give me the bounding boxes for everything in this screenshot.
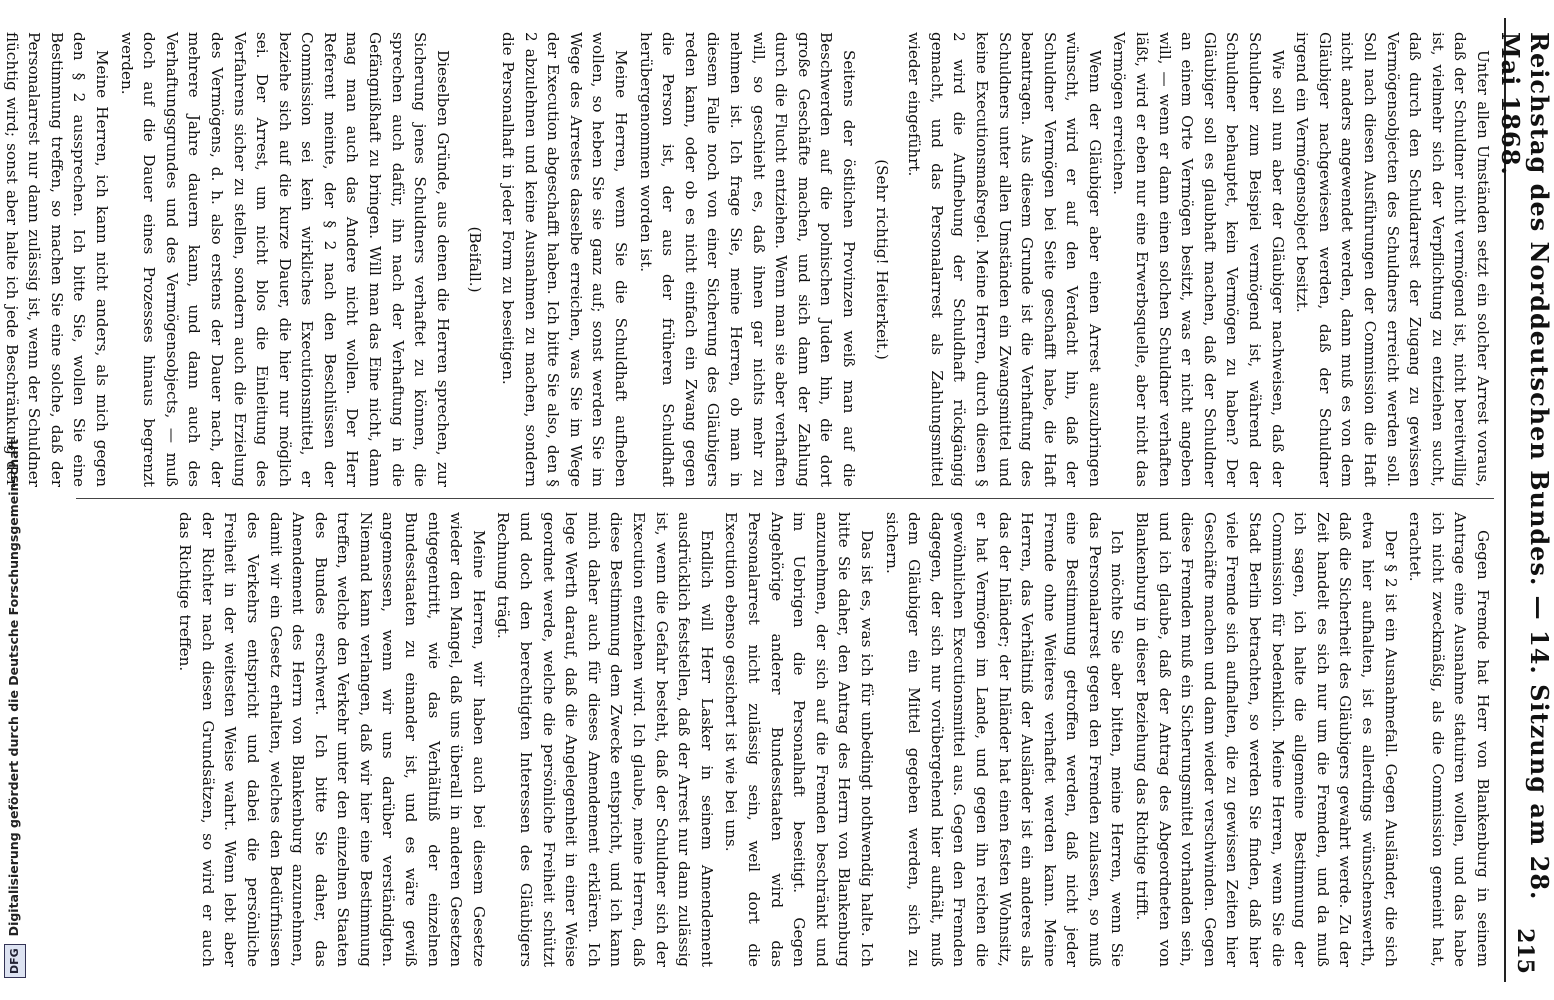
- paragraph: Endlich will Herr Lasker in seinem Amendement ausdrücklich feststellen, daß der Arrest nur dann zulässig ist, wenn die Gefahr besteht, daß der Schuldner sich der Execution entziehen wird. Ich glaube, meine Herren, daß diese Bestimmung dem Zwecke entspricht, und ich kann mich daher auch für dieses Amendement erklären. Ich lege Werth darauf, daß die Angelegenheit in einer Weise geordnet werde, welche die persönliche Freiheit schützt und doch den berechtigten Interessen des Gläubigers Rechnung trägt.: [494, 512, 716, 967]
- interjection: (Beifall.): [466, 226, 485, 293]
- paragraph: Meine Herren, wir haben auch bei diesem Gesetze wieder den Mangel, daß uns überall in anderen Gesetzen entgegentritt, wie das Verhältniß der einzelnen Bundesstaaten zu einander ist, und es wäre gewiß angemessen, wenn wir uns darüber verständigten. Niemand kann verlangen, daß wir hier eine Bestimmung treffen, welche den Verkehr unter den einzelnen Staaten des Bundes erschwert. Ich bitte Sie daher, das Amendement des Herrn von Blankenburg anzunehmen, damit wir ein Gesetz erhalten, welches den Bedürfnissen des Verkehrs entspricht und dabei die persönliche Freiheit in der weitesten Weise wahrt. Wenn lebt aber der Richter nach diesen Grundsätzen, so wird er auch das Richtige treffen.: [176, 512, 488, 967]
- interjection: (Sehr richtig! Heiterkeit.): [872, 159, 891, 360]
- paragraph: Wie soll nun aber der Gläubiger nachweisen, daß der Schuldner zum Beispiel vermögend ist, während der Schuldner behauptet, kein Vermögen zu haben? Der Gläubiger soll es glaubhaft machen, daß der Schuldner an einem Orte Vermögen besitzt, was er nicht angeben will, — wenn er dann einen solchen Schuldner verhaften läßt, wird er eben nur eine Erwerbsquelle, aber nicht das Vermögen erreichen.: [1110, 32, 1287, 487]
- paragraph: Meine Herren, ich kann nicht anders, als mich gegen den § 2 aussprechen. Ich bitte Sie, wollen Sie eine Bestimmung treffen, so machen Sie eine solche, daß der Personalarrest nur dann zulässig ist, wenn der Schuldner flüchtig wird; sonst aber halte ich jede Beschränkung der: [2, 32, 111, 487]
- column-divider: [76, 498, 1494, 499]
- page-header: [1496, 18, 1554, 982]
- paragraph: Das ist es, was ich für unbedingt nothwendig halte. Ich bitte Sie daher, den Antrag des Herrn von Blankenburg anzunehmen, der sich auf die Fremden beschränkt und im Uebrigen die Personalhaft beseitigt. Gegen Angehörige anderer Bundesstaaten wird das Personalarrest nicht zulässig sein, weil dort die Execution ebenso gesichert ist wie bei uns.: [722, 512, 876, 967]
- paragraph: Ich möchte Sie aber bitten, meine Herren, wenn Sie das Personalarrest gegen den Fremden zulassen, so muß eine Bestimmung getroffen werden, daß nicht jeder Fremde ohne Weiteres verhaftet werden kann. Meine Herren, das Verhältniß der Ausländer ist ein anderes als das der Inländer; der Inländer hat einen festen Wohnsitz, er hat Vermögen im Lande, und gegen ihn reichen die gewöhnlichen Executionsmittel aus. Gegen den Fremden dagegen, der sich nur vorübergehend hier aufhält, muß dem Gläubiger ein Mittel gegeben werden, sich zu sichern.: [882, 512, 1127, 967]
- paragraph: Meine Herren, wenn Sie die Schuldhaft aufheben wollen, so heben Sie sie ganz auf; sonst werden Sie im Wege des Arrestes dasselbe erreichen, was Sie im Wege der Execution abgeschafft haben. Ich bitte Sie also, den § 2 abzulehnen und keine Ausnahmen zu machen, sondern die Personalhaft in jeder Form zu beseitigen.: [499, 32, 631, 487]
- right-column: [76, 512, 1494, 967]
- dfg-logo: DFG: [4, 944, 26, 978]
- page-title: Reichstag des Norddeutschen Bundes. — 14. Sitzung am 28. Mai 1868.: [1496, 32, 1554, 901]
- paragraph: Dieselben Gründe, aus denen die Herren sprechen, zur Sicherung jenes Schuldners verhaftet zu können, die sprechen auch dafür, ihn nach der Verhaftung in die Gefängnißhaft zu bringen. Will man das Eine nicht, dann mag man auch das Andere nicht wollen. Der Herr Referent meinte, der § 2 nach den Beschlüssen der Commission sei kein wirkliches Executionsmittel, er beziehe sich auf die kurze Dauer, die hier nur möglich sei. Der Arrest, um nicht blos die Einleitung des Verfahrens sicher zu stellen, sondern auch die Erzielung des Vermögens, d. h. also erstens der Dauer nach, der mehrere Jahre dauern kann, und dann auch des Verhaftungsgrundes und des Vermögensobjects, — muß doch auf die Dauer eines Prozesses hinaus begrenzt werden.: [117, 32, 452, 487]
- paragraph: Seitens der östlichen Provinzen weiß man auf die Beschwerden auf die polnischen Juden hin, die dort große Geschäfte machen, und sich dann der Zahlung durch die Flucht entziehen. Wenn man sie aber verhaften will, so geschieht es, daß ihnen gar nichts mehr zu nehmen ist. Ich frage Sie, meine Herren, ob man in diesem Falle noch von einer Sicherung des Gläubigers reden kann, oder ob es nicht einfach ein Zwang gegen die Person ist, der aus der früheren Schuldhaft herübergenommen worden ist.: [636, 32, 858, 487]
- left-column: [2, 32, 1494, 487]
- credit-text: Digitalisierung gefördert durch die Deutsche Forschungsgemeinschaft: [6, 438, 21, 937]
- paragraph: Unter allen Umständen setzt ein solcher Arrest voraus, daß der Schuldner nicht vermögend ist, nicht bereitwillig ist, vielmehr sich der Verpflichtung zu entziehen sucht, daß durch den Schuldarrest der Zugang zu gewissen Vermögensobjecten des Schuldners erreicht werden soll. Soll nach diesen Ausführungen der Commission die Haft nicht anders angewendet werden, dann muß es von dem Gläubiger nachgewiesen werden, daß der Schuldner irgend ein Vermögensobject besitzt.: [1293, 32, 1492, 487]
- paragraph: Wenn der Gläubiger aber einen Arrest auszubringen wünscht, wird er auf den Verdacht hin, daß der Schuldner Vermögen bei Seite geschafft habe, die Haft beantragen. Aus diesem Grunde ist die Verhaftung des Schuldners unter allen Umständen ein Zwangsmittel und keine Executionsmaßregel. Meine Herren, durch diesen § 2 wird die Aufhebung der Schuldhaft rückgängig gemacht, und das Personalarrest als Zahlungsmittel wieder eingeführt.: [905, 32, 1104, 487]
- paragraph: Der § 2 ist ein Ausnahmefall. Gegen Ausländer, die sich etwa hier aufhalten, ist es allerdings wünschenswerth, daß die Sicherheit des Gläubigers gewahrt werde. Zu der Zeit handelt es sich nur um die Fremden, und da muß ich sagen, ich halte die allgemeine Bestimmung der Commission für bedenklich. Meine Herren, wenn Sie die Stadt Berlin betrachten, so werden Sie finden, daß hier viele Fremde sich aufhalten, die zu gewissen Zeiten hier Geschäfte machen und dann wieder verschwinden. Gegen diese Fremden muß ein Sicherungsmittel vorhanden sein, und ich glaube, daß der Antrag des Abgeordneten von Blankenburg in dieser Beziehung das Richtige trifft.: [1133, 512, 1400, 967]
- paragraph: Gegen Fremde hat Herr von Blankenburg in seinem Antrage eine Ausnahme statuiren wollen, und das habe ich nicht zweckmäßig, als die Commission gemeint hat, erachtet.: [1406, 512, 1492, 967]
- page-number: 215: [1512, 928, 1538, 974]
